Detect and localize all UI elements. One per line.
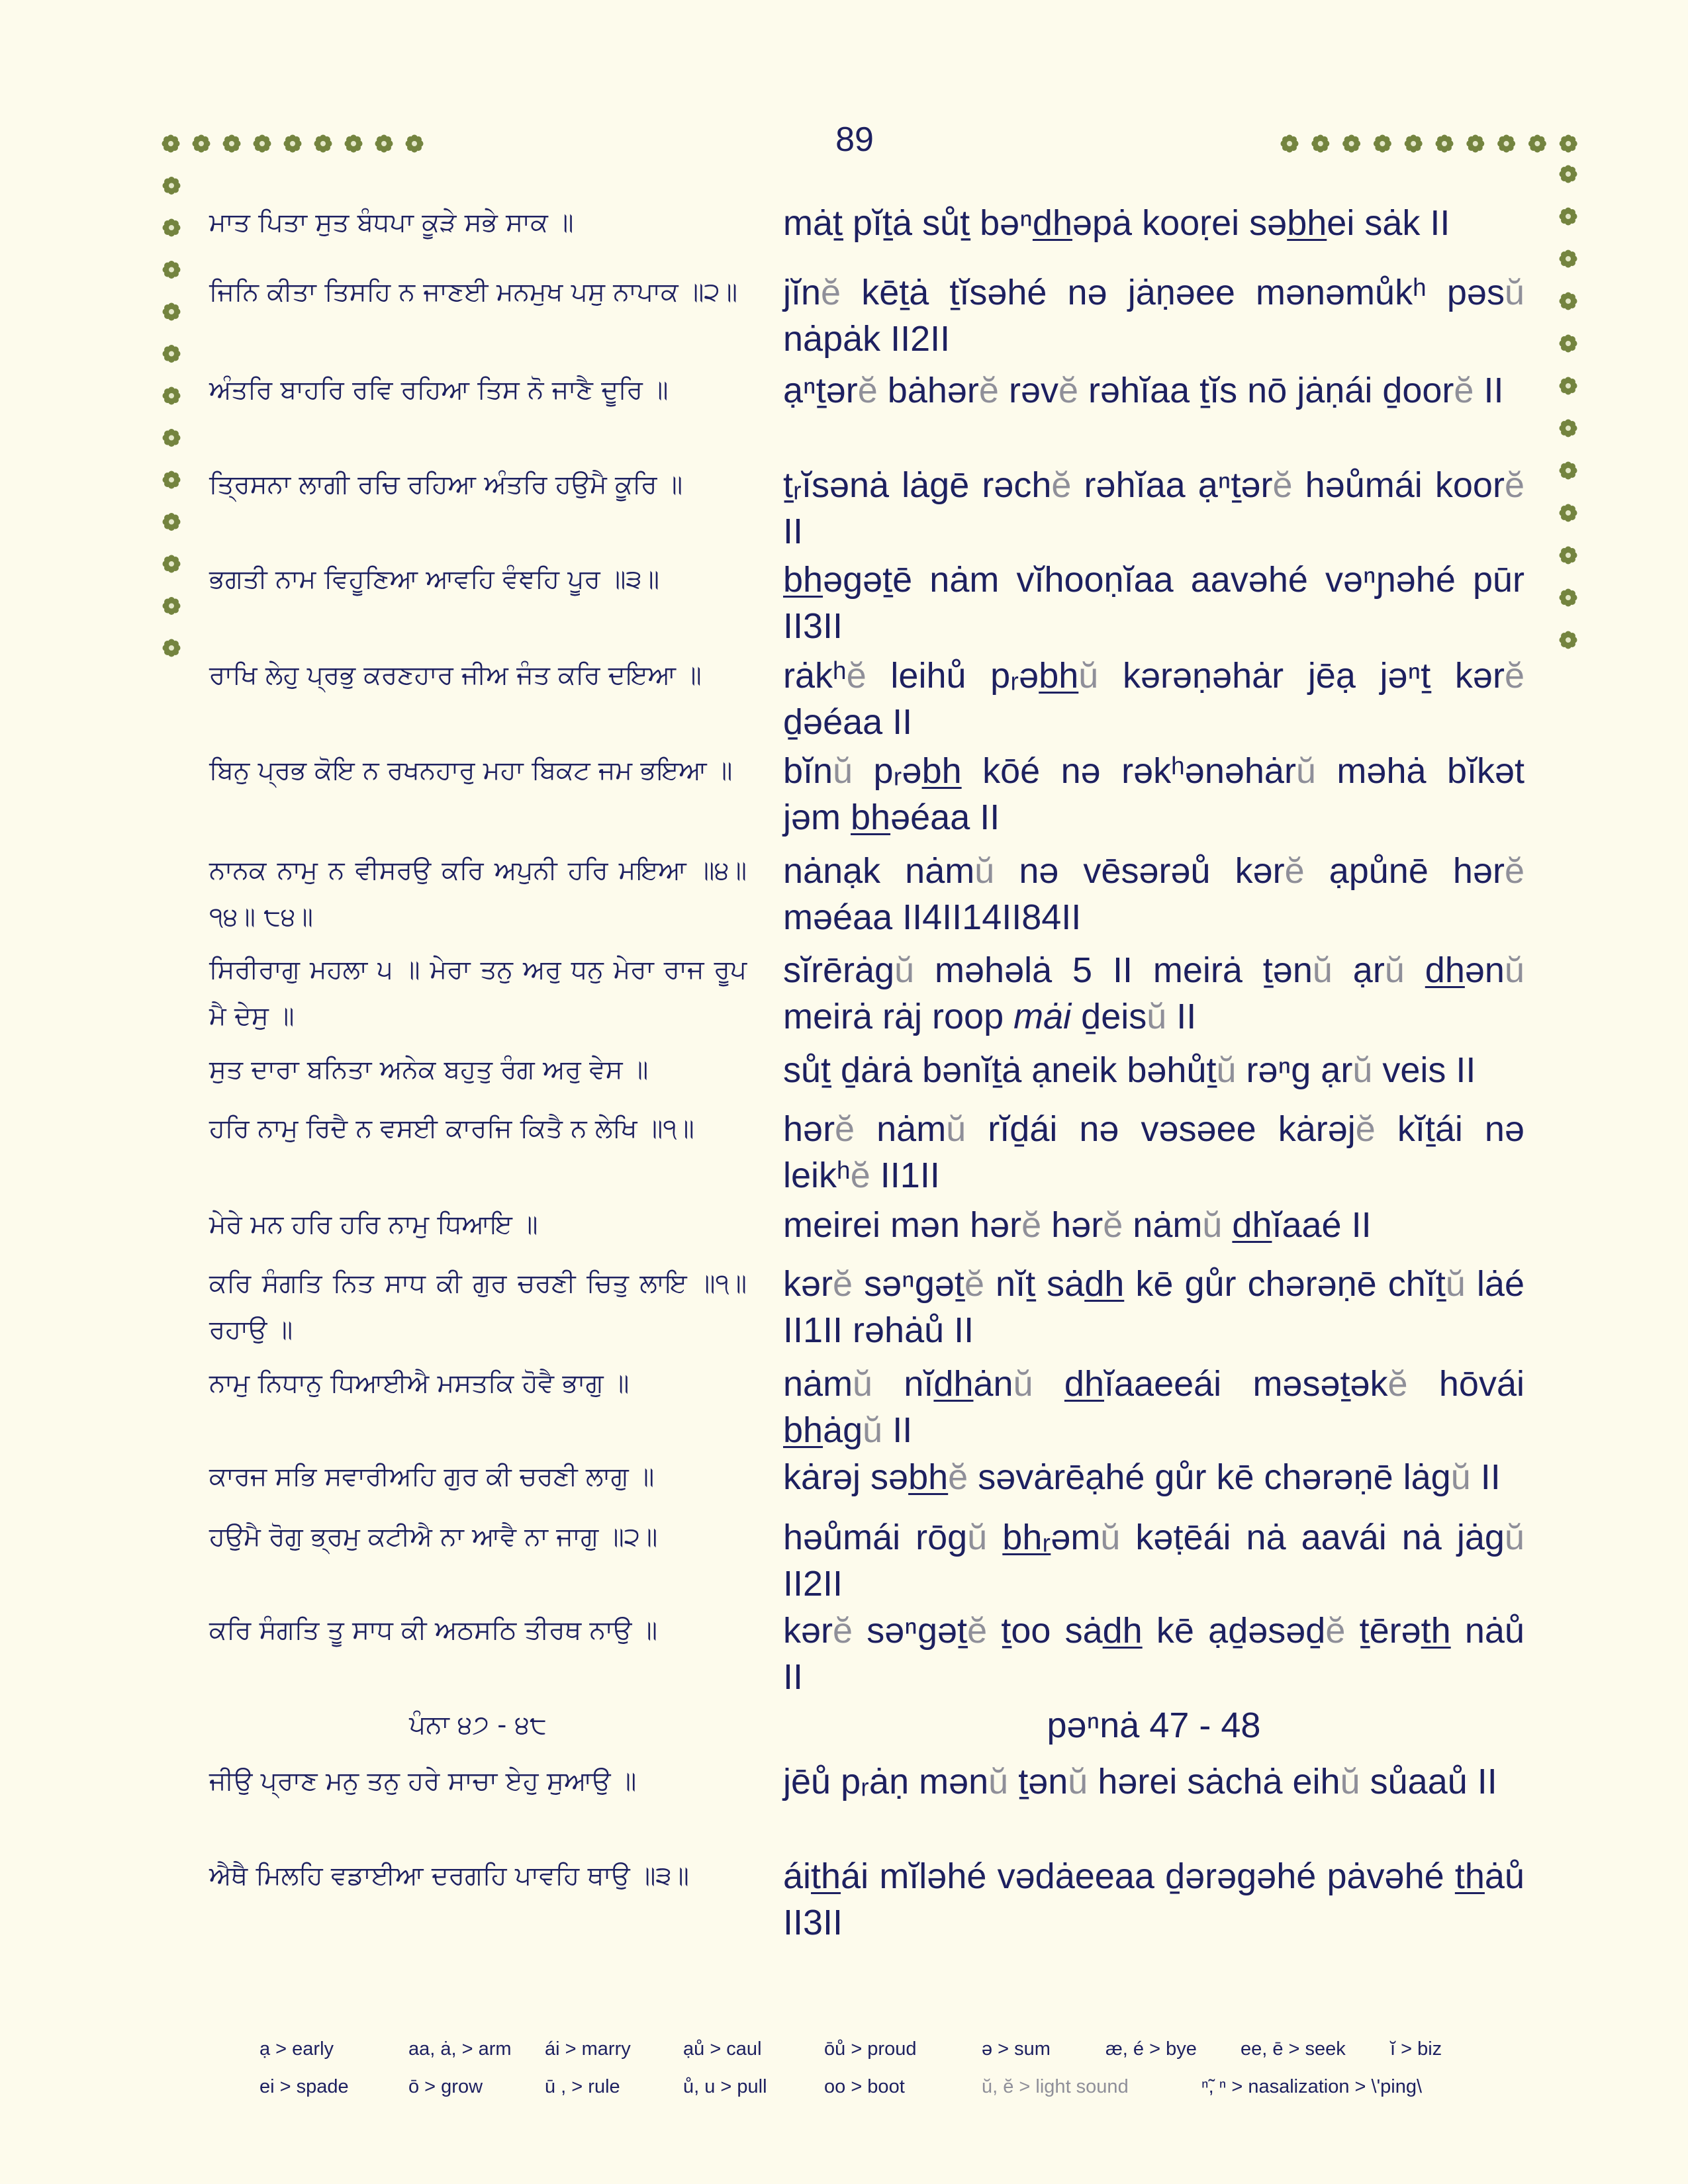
legend-entry: ee, ē > seek [1241, 2038, 1346, 2060]
verse-row [0, 367, 1688, 410]
flower-ornament-icon [163, 513, 181, 531]
verse-row [0, 1047, 1688, 1090]
light-vowel: ŭ [974, 851, 995, 891]
light-vowel: ŭ [863, 1410, 883, 1450]
text-segment: nȧnạk nȧmŭ nə vēsərəů kərĕ ạpůnē hərĕ məéaa II4II14II84II [783, 851, 1525, 937]
flower-ornament-icon [1342, 135, 1360, 153]
gurmukhi-line: ਮਾਤ ਪਿਤਾ ਸੁਤ ਬੰਧਪਾ ਕੂੜੇ ਸਭੇ ਸਾਕ ॥ [209, 208, 574, 238]
text-segment: bĭnŭ pᵣə [783, 751, 922, 791]
light-vowel: ŭ [1340, 1762, 1360, 1801]
light-vowel: ŭ [1078, 656, 1099, 696]
gurmukhi-line: ਮੇਰੇ ਮਨ ਹਰਿ ਹਰਿ ਨਾਮੁ ਧਿਆਇ ॥ [209, 1210, 538, 1240]
light-vowel: ŭ [1100, 1518, 1121, 1557]
verse-row [0, 462, 1688, 551]
text-segment: jēů pᵣȧṇ mənŭ ṯənŭ hərei sȧchȧ eihŭ sůaaů II [783, 1762, 1497, 1801]
italic-segment: mȧi [1013, 997, 1072, 1036]
flower-ornament-icon [1560, 135, 1577, 153]
light-vowel: ĕ [1387, 1364, 1408, 1404]
legend-entry: ů, u > pull [683, 2076, 767, 2097]
text-segment: ȧnŭ [973, 1364, 1033, 1404]
legend-entry: ĭ > biz [1390, 2038, 1442, 2060]
verse-row [0, 1202, 1688, 1245]
verse-row [0, 1106, 1688, 1195]
light-vowel: ŭ [1504, 950, 1524, 990]
light-vowel: ŭ [1312, 950, 1333, 990]
transliteration-line [783, 653, 1524, 745]
light-vowel: ĕ [1325, 1611, 1346, 1651]
page-number: 89 [835, 120, 874, 159]
flower-ornament-icon [375, 135, 393, 153]
legend-entry: ạů > caul [683, 2038, 762, 2060]
gurmukhi-line: ਹਉਮੈ ਰੋਗੁ ਭ੍ਰਮੁ ਕਟੀਐ ਨਾ ਆਵੈ ਨਾ ਜਾਗੁ ॥੨॥ [209, 1522, 658, 1552]
underlined-segment: bh [783, 560, 823, 600]
gurmukhi-line: ਐਥੈ ਮਿਲਹਿ ਵਡਾਈਆ ਦਰਗਹਿ ਪਾਵਹਿ ਥਾਉ ॥੩॥ [209, 1861, 689, 1891]
light-vowel: ĕ [1504, 851, 1525, 891]
text-segment: ṯᵣĭsənȧ lȧgē rəchĕ rəhĭaa ạⁿṯərĕ həůmái koorĕ II [783, 465, 1524, 551]
flower-ornament-icon [406, 135, 424, 153]
text-segment: ĭaaeeái məsəṯəkĕ hōvái [1104, 1364, 1524, 1404]
text-segment: ái [783, 1856, 812, 1896]
light-vowel: ĕ [1454, 371, 1474, 410]
transliteration-line [783, 367, 1524, 414]
light-vowel: ĕ [846, 656, 867, 696]
light-vowel: ĕ [857, 371, 878, 410]
gurmukhi-line: ਜਿਨਿ ਕੀਤਾ ਤਿਸਹਿ ਨ ਜਾਣਈ ਮਨਮੁਖ ਪਸੁ ਨਾਪਾਕ ॥੨॥ [209, 277, 737, 307]
gurmukhi-line: ਨਾਮੁ ਨਿਧਾਨੁ ਧਿਆਈਐ ਮਸਤਕਿ ਹੋਵੈ ਭਾਗੁ ॥ [209, 1369, 630, 1398]
text-segment: mȧṯ pĭṯȧ sůṯ bəⁿ [783, 203, 1033, 243]
transliteration-line [783, 1608, 1524, 1700]
flower-ornament-icon [193, 135, 211, 153]
verse-row [0, 748, 1688, 837]
flower-ornament-icon [1560, 335, 1577, 353]
legend-entry: aa, ȧ, > arm [408, 2038, 512, 2060]
legend-entry-light-sound: ŭ, ĕ > light sound [982, 2076, 1129, 2097]
legend-entry: ạ > early [259, 2038, 334, 2060]
light-vowel: ĕ [1103, 1205, 1123, 1245]
gurmukhi-line: ਕਰਿ ਸੰਗਤਿ ਨਿਤ ਸਾਧ ਕੀ ਗੁਰ ਚਰਣੀ ਚਿਤੁ ਲਾਇ ॥੧॥ ਰਹਾਉ ॥ [209, 1269, 747, 1345]
flower-ornament-icon [163, 177, 181, 195]
flower-ornament-icon [1436, 135, 1454, 153]
flower-ornament-icon [1560, 631, 1577, 649]
light-vowel: ĕ [1058, 371, 1079, 410]
flower-ornament-icon [163, 219, 181, 237]
light-vowel: ŭ [833, 751, 853, 791]
page-range-heading [0, 1702, 1688, 1745]
text-segment: rȧkʰĕ leihů pᵣə [783, 656, 1039, 696]
gurmukhi-line: ਭਗਤੀ ਨਾਮ ਵਿਹੂਣਿਆ ਆਵਹਿ ਵੰਞਹਿ ਪੂਰ ॥੩॥ [209, 565, 659, 594]
light-vowel: ĕ [1504, 656, 1524, 696]
flower-ornament-icon [223, 135, 241, 153]
transliteration-line [783, 1047, 1524, 1093]
flower-ornament-icon [1497, 135, 1515, 153]
underlined-segment: dh [1032, 203, 1072, 243]
underlined-segment: th [1421, 1611, 1451, 1651]
flower-ornament-icon [1560, 250, 1577, 268]
flower-ornament-icon [1560, 377, 1577, 395]
underlined-segment: dh [1425, 950, 1465, 990]
flower-ornament-icon [1560, 165, 1577, 183]
transliteration-line [783, 462, 1524, 555]
gurmukhi-line: ਤ੍ਰਿਸਨਾ ਲਾਗੀ ਰਚਿ ਰਹਿਆ ਅੰਤਰਿ ਹਉਮੈ ਕੂਰਿ ॥ [209, 470, 683, 500]
light-vowel: ĕ [948, 1457, 968, 1497]
text-segment: ḏeisŭ II [1071, 997, 1197, 1036]
text-segment: ĕ səvȧrēạhé gůr kē chərəṇē lȧgŭ II [948, 1457, 1501, 1497]
text-segment: nȧů II [783, 1611, 1524, 1697]
light-vowel: ĕ [1504, 465, 1524, 505]
light-vowel: ŭ [894, 950, 915, 990]
underlined-segment: bhᵣ [1002, 1518, 1051, 1557]
verse-row [0, 1758, 1688, 1801]
gurmukhi-line: ਜੀਉ ਪ੍ਰਾਣ ਮਨੁ ਤਨੁ ਹਰੇ ਸਾਚਾ ਏਹੁ ਸੁਆਉ ॥ [209, 1766, 637, 1796]
light-vowel: ĕ [833, 1611, 853, 1651]
gurmukhi-line: ਸੁਤ ਦਾਰਾ ਬਨਿਤਾ ਅਨੇਕ ਬਹੁਤੁ ਰੰਗ ਅਰੁ ਵੇਸ ॥ [209, 1055, 649, 1085]
text-segment: əgəṯē nȧm vĭhooṇĭaa aavəhé vəⁿɲəhé pūr II3II [783, 560, 1524, 646]
text-segment: meirei mən hərĕ hərĕ nȧmŭ [783, 1205, 1223, 1245]
text-segment: kərĕ səⁿgəṯĕ nĭṯ sȧ [783, 1264, 1085, 1304]
verse-row [0, 200, 1688, 243]
light-vowel: ĕ [821, 273, 841, 312]
transliteration-line [783, 557, 1524, 649]
underlined-segment: th [1454, 1856, 1485, 1896]
transliteration-line [783, 269, 1524, 362]
gurmukhi-line: ਬਿਨੁ ਪ੍ਰਭ ਕੋਇ ਨ ਰਖਨਹਾਰੁ ਮਹਾ ਬਿਕਟ ਜਮ ਭਇਆ ॥ [209, 756, 733, 786]
legend-entry: ōů > proud [824, 2038, 917, 2060]
flower-ornament-icon [1560, 420, 1577, 437]
flower-ornament-icon [345, 135, 363, 153]
flower-ornament-icon [163, 429, 181, 447]
text-segment: jĭnĕ kēṯȧ ṯĭsəhé nə jȧṇəee mənəmůkʰ pəsŭ nȧpȧk II2II [783, 273, 1524, 359]
light-vowel: ŭ [1445, 1264, 1466, 1304]
transliteration-line [783, 1514, 1524, 1607]
underlined-segment: bh [851, 797, 891, 837]
transliteration-line [783, 1361, 1524, 1453]
light-vowel: ŭ [853, 1364, 873, 1404]
underlined-segment: bh [1039, 656, 1079, 696]
underlined-segment: dh [933, 1364, 974, 1404]
light-vowel: ĕ [1021, 1205, 1042, 1245]
light-vowel: ĕ [978, 371, 999, 410]
flower-ornament-icon [284, 135, 302, 153]
flower-ornament-icon [1560, 504, 1577, 522]
flower-ornament-icon [1281, 135, 1299, 153]
light-vowel: ŭ [1352, 1050, 1373, 1090]
light-vowel: ĕ [1284, 851, 1305, 891]
verse-row [0, 947, 1688, 1036]
light-vowel: ŭ [1013, 1364, 1033, 1404]
legend-entry: oo > boot [824, 2076, 905, 2097]
light-vowel: ĕ [1355, 1109, 1376, 1149]
transliteration-line [783, 1261, 1524, 1353]
legend-entry: ū , > rule [545, 2076, 620, 2097]
page-range-heading-transliteration: pəⁿnȧ 47 - 48 [1047, 1706, 1261, 1745]
underlined-segment: dh [1064, 1364, 1104, 1404]
underlined-segment: bh [921, 751, 962, 791]
flower-ornament-icon [254, 135, 271, 153]
underlined-segment: dh [1232, 1205, 1272, 1245]
underlined-segment: bh [783, 1410, 823, 1450]
gurmukhi-line: ਕਾਰਜ ਸਭਿ ਸਵਾਰੀਅਹਿ ਗੁਰ ਕੀ ਚਰਣੀ ਲਾਗੁ ॥ [209, 1462, 655, 1492]
text-segment: əéaa II [890, 797, 1000, 837]
transliteration-line [783, 1106, 1524, 1199]
text-segment: ənŭ meirȧ rȧj roop [783, 950, 1524, 1036]
text-segment: ei sȧk II [1327, 203, 1450, 243]
flower-ornament-icon [163, 555, 181, 573]
text-segment: kərĕ səⁿgəṯĕ ṯoo sȧ [783, 1611, 1103, 1651]
light-vowel: ĕ [833, 1264, 853, 1304]
gurmukhi-line: ਹਰਿ ਨਾਮੁ ਰਿਦੈ ਨ ਵਸਈ ਕਾਰਜਿ ਕਿਤੈ ਨ ਲੇਖਿ ॥੧॥ [209, 1114, 694, 1144]
text-segment: həůmái rōgŭ [783, 1518, 988, 1557]
light-vowel: ŭ [1295, 751, 1316, 791]
flower-ornament-icon [1560, 462, 1577, 480]
light-vowel: ĕ [835, 1109, 855, 1149]
text-segment: ĭaaé II [1272, 1205, 1372, 1245]
legend-entry: ái > marry [545, 2038, 631, 2060]
flower-ornament-icon [163, 345, 181, 363]
transliteration-line [783, 1758, 1524, 1805]
flower-ornament-icon [163, 597, 181, 615]
light-vowel: ŭ [946, 1109, 966, 1149]
light-vowel: ĕ [850, 1156, 870, 1195]
gurmukhi-line: ਨਾਨਕ ਨਾਮੁ ਨ ਵੀਸਰਉ ਕਰਿ ਅਪੁਨੀ ਹਰਿ ਮਇਆ ॥੪॥੧੪॥ ੮੪॥ [209, 856, 747, 932]
text-segment: sůṯ ḏȧrȧ bənĭṯȧ ạneik bəhůṯŭ rəⁿg ạrŭ veis II [783, 1050, 1476, 1090]
legend-entry: æ, é > bye [1105, 2038, 1197, 2060]
text-segment: hərĕ nȧmŭ rĭḏái nə vəsəee kȧrəjĕ kĭṯái nə leikʰĕ II1II [783, 1109, 1525, 1195]
flower-ornament-icon [162, 135, 180, 153]
light-vowel: ŭ [1384, 950, 1405, 990]
underlined-segment: bh [1287, 203, 1327, 243]
transliteration-line [783, 1202, 1524, 1248]
verse-row [0, 269, 1688, 359]
transliteration-line [783, 200, 1524, 246]
text-segment: kē ạḏəsəḏĕ ṯērə [1142, 1611, 1421, 1651]
legend-entry: ⁿ̃, ⁿ > nasalization > \'ping\ [1201, 2076, 1423, 2097]
flower-ornament-icon [163, 303, 181, 321]
gurmukhi-line: ਅੰਤਰਿ ਬਾਹਰਿ ਰਵਿ ਰਹਿਆ ਤਿਸ ਨੋ ਜਾਣੈ ਦੂਰਿ ॥ [209, 375, 669, 405]
underlined-segment: th [811, 1856, 841, 1896]
light-vowel: ŭ [988, 1762, 1009, 1801]
light-vowel: ŭ [1216, 1050, 1237, 1090]
text-segment: ȧgŭ II [823, 1410, 913, 1450]
gurmukhi-line: ਰਾਖਿ ਲੇਹੁ ਪ੍ਰਭੁ ਕਰਣਹਾਰ ਜੀਅ ਜੰਤ ਕਰਿ ਦਇਆ ॥ [209, 660, 702, 690]
verse-row [0, 1454, 1688, 1497]
gurmukhi-line: ਕਰਿ ਸੰਗਤਿ ਤੂ ਸਾਧ ਕੀ ਅਠਸਠਿ ਤੀਰਥ ਨਾਉ ॥ [209, 1615, 658, 1645]
text-segment: ái mĭləhé vədȧeeaa ḏərəgəhé pȧvəhé [841, 1856, 1455, 1896]
light-vowel: ŭ [1504, 1518, 1524, 1557]
text-segment: sĭrērȧgŭ məhəlȧ 5 II meirȧ ṯənŭ ạrŭ [783, 950, 1405, 990]
flower-ornament-icon [1405, 135, 1423, 153]
light-vowel: ĕ [964, 1264, 984, 1304]
verse-row [0, 1514, 1688, 1604]
light-vowel: ĕ [1272, 465, 1293, 505]
text-segment: nȧmŭ nĭ [783, 1364, 934, 1404]
page-range-heading-gurmukhi: ਪੰਨਾ ੪੭ - ੪੮ [409, 1710, 547, 1740]
flower-ornament-icon [1466, 135, 1484, 153]
text-segment: əmŭ kəṭēái nȧ aavái nȧ jȧgŭ II2II [783, 1518, 1524, 1604]
flower-ornament-icon [1560, 589, 1577, 607]
light-vowel: ĕ [1051, 465, 1072, 505]
text-segment: əpȧ kooṛei sə [1072, 203, 1288, 243]
flower-ornament-icon [1528, 135, 1546, 153]
light-vowel: ŭ [1450, 1457, 1471, 1497]
flower-ornament-icon [163, 471, 181, 489]
flower-ornament-icon [314, 135, 332, 153]
underlined-segment: dh [1084, 1264, 1125, 1304]
flower-ornament-icon [1560, 208, 1577, 226]
gurmukhi-line: ਸਿਰੀਰਾਗੁ ਮਹਲਾ ੫ ॥ ਮੇਰਾ ਤਨੁ ਅਰੁ ਧਨੁ ਮੇਰਾ ਰਾਜ ਰੂਪ ਮੈ ਦੇਸੁ ॥ [209, 955, 747, 1031]
transliteration-line [783, 848, 1524, 940]
text-segment: kē gůr chərəṇē chĭṯŭ lȧé II1II rəhȧů II [783, 1264, 1524, 1350]
light-vowel: ŭ [1202, 1205, 1223, 1245]
light-vowel: ŭ [1147, 997, 1167, 1036]
text-segment: kōé nə rəkʰənəhȧrŭ məhȧ bĭkət jəm [783, 751, 1525, 837]
underlined-segment: dh [1102, 1611, 1143, 1651]
legend-entry: ə > sum [982, 2038, 1051, 2060]
text-segment: ŭ kərəṇəhȧr jēạ jəⁿṯ kərĕ ḏəéaa II [783, 656, 1524, 742]
text-segment: kȧrəj sə [783, 1457, 909, 1497]
flower-ornament-icon [1374, 135, 1391, 153]
transliteration-line [783, 748, 1524, 841]
light-vowel: ŭ [967, 1518, 988, 1557]
transliteration-line [783, 947, 1524, 1040]
flower-ornament-icon [163, 387, 181, 405]
light-vowel: ĕ [967, 1611, 988, 1651]
text-segment: ȧů II3II [783, 1856, 1524, 1942]
flower-ornament-icon [163, 639, 181, 657]
legend-entry: ō > grow [408, 2076, 483, 2097]
light-vowel: ŭ [1504, 273, 1524, 312]
light-vowel: ŭ [1068, 1762, 1088, 1801]
legend-entry: ei > spade [259, 2076, 349, 2097]
text-segment: ạⁿṯərĕ bȧhərĕ rəvĕ rəhĭaa ṯĭs nō jȧṇái ḏoorĕ II [783, 371, 1504, 410]
verse-row [0, 1853, 1688, 1942]
flower-ornament-icon [1560, 293, 1577, 310]
transliteration-line [783, 1853, 1524, 1946]
transliteration-line [783, 1454, 1524, 1500]
underlined-segment: bh [908, 1457, 949, 1497]
flower-ornament-icon [1311, 135, 1329, 153]
flower-ornament-icon [1560, 547, 1577, 565]
